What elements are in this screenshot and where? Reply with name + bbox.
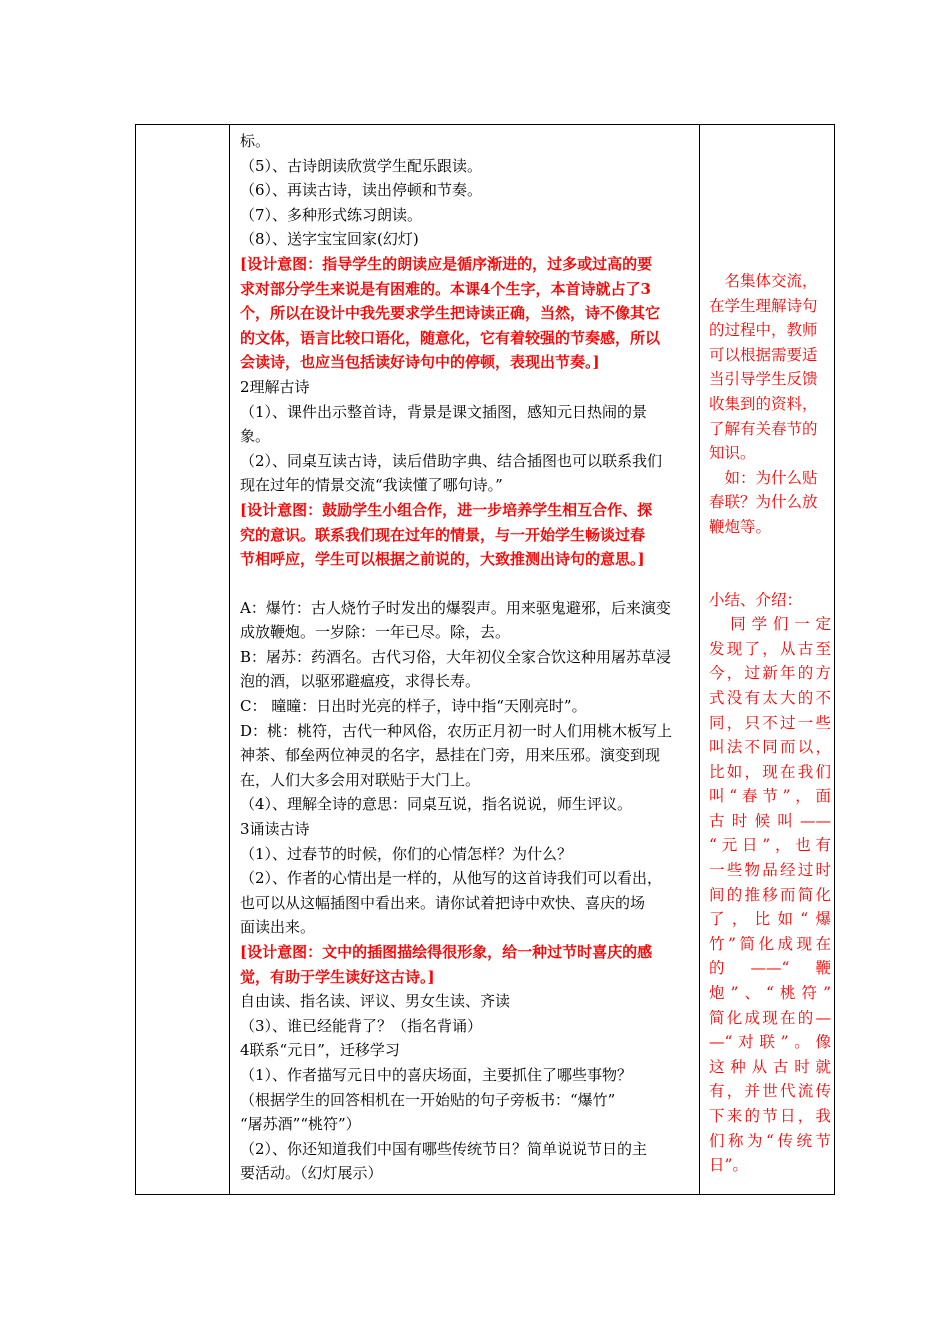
main-text-line: B：屠苏：药酒名。古代习俗，大年初仪全家合饮这种用屠苏草浸 [240,647,672,666]
note-text-line: 收集到的资料， [709,394,818,413]
design-intent-line: 个，所以在设计中我先要求学生把诗读正确，当然，诗不像其它 [240,304,661,323]
note-text-line: 同，只不过一些 [709,713,831,732]
teacher-notes-column [703,125,835,1178]
main-text-line: A：爆竹：古人烧竹子时发出的爆裂声。用来驱鬼避邪，后来演变 [240,598,671,617]
main-text-line: 4联系“元日”，迁移学习 [240,1041,400,1060]
note-text-line: 比如，现在我们 [709,762,831,781]
note-text-blank-line [709,540,831,564]
note-text-line: 可以根据需要适 [709,345,818,364]
note-text-line: 下来的节日，我 [709,1107,831,1125]
main-text-line: 现在过年的情景交流“我读懂了哪句诗。” [240,476,503,495]
design-intent-line: 会读诗，也应当包括读好诗句中的停顿，表现出节奏。] [240,353,600,372]
note-text-line: 有，并世代流传 [709,1082,831,1101]
note-text-line: 今，过新年的方 [709,664,831,683]
main-text-line: D：桃：桃符，古代一种风俗，农历正月初一时人们用桃木板写上 [240,721,673,740]
main-text-line: （2）、作者的心情出是一样的，从他写的这首诗我们可以看出， [240,869,663,888]
main-text-line: （7）、多种形式练习朗读。 [240,205,423,224]
main-text-line: 在，人们大多会用对联贴于大门上。 [240,770,481,789]
note-text-line: 们称为“传统节 [709,1131,831,1150]
note-text-line: 了，比如“爆 [709,910,831,929]
design-intent-line: [设计意图：指导学生的朗读应是循序渐进的，过多或过高的要 [240,254,653,273]
teaching-process-column [234,125,696,1186]
note-text-line: —“对联”。像 [709,1033,831,1052]
note-text-blank-line [709,564,831,588]
main-text-line: （3）、谁已经能背了？（指名背诵） [240,1016,483,1035]
main-text-line: （2）、同桌互读古诗，读后借助字典、结合插图也可以联系我们 [240,451,663,470]
main-text-blank-line [240,572,692,596]
note-text-line: 的——“鞭 [709,959,831,978]
main-text-line: 面读出来。 [240,918,316,937]
main-text-line: “屠苏酒”“桃符”） [240,1115,361,1134]
main-text-line: 2理解古诗 [240,377,310,396]
note-text-line: 叫法不同而以， [709,738,831,757]
main-text-line: （8）、送字宝宝回家(幻灯) [240,230,419,249]
note-text-line: 一些物品经过时 [709,861,831,880]
main-text-line: 也可以从这幅插图中看出来。请你试着把诗中欢快、喜庆的场 [240,893,646,912]
note-text-line: 日”。 [709,1156,748,1175]
note-text-line: 如：为什么贴 [709,468,818,487]
main-text-line: 泡的酒，以驱邪避瘟疫，求得长寿。 [240,672,481,691]
main-text-line: （根据学生的回答相机在一开始贴的句子旁板书：“爆竹” [240,1090,616,1109]
main-text-line: （1）、作者描写元日中的喜庆场面，主要抓住了哪些事物？ [240,1065,633,1084]
note-text-line: 间的推移而简化 [709,885,831,904]
main-text-line: 要活动。（幻灯展示） [240,1164,383,1183]
note-text-line: 知识。 [709,444,756,463]
note-text-line: 古时候叫—— [709,811,831,830]
design-intent-line: 求对部分学生来说是有困难的。本课4个生字，本首诗就占了3 [240,279,651,298]
column-divider-right [699,125,700,1194]
main-text-line: 神茶、郁垒两位神灵的名字，悬挂在门旁，用来压邪。演变到现 [240,746,661,765]
main-text-line: （1）、课件出示整首诗，背景是课文插图，感知元日热闹的景 [240,402,648,421]
note-text-blank-line [709,149,831,173]
note-text-line: 炮”、“桃符” [709,984,831,1003]
design-intent-line: 的文体，语言比较口语化，随意化，它有着较强的节奏感，所以 [240,328,661,347]
note-text-line: 小结、介绍： [709,590,803,609]
main-text-line: （2）、你还知道我们中国有哪些传统节日？简单说说节日的主 [240,1139,648,1158]
note-text-line: 在学生理解诗句 [709,296,818,315]
note-text-line: 简化成现在的— [709,1008,831,1027]
note-text-line: 叫“春节”，面 [709,787,831,806]
note-text-blank-line [709,197,831,221]
note-text-line: 的过程中，教师 [709,321,818,340]
note-text-blank-line [709,125,831,149]
main-text-line: （4）、理解全诗的意思：同桌互说，指名说说，师生评议。 [240,795,633,814]
main-text-line: （5）、古诗朗读欣赏学生配乐跟读。 [240,156,483,175]
main-text-line: C： 曈曈：日出时光亮的样子，诗中指“天刚亮时”。 [240,697,587,716]
note-text-line: 名集体交流， [709,272,818,290]
note-text-line: “元日”，也有 [709,836,831,855]
main-text-line: 标。 [240,132,271,150]
main-text-line: （1）、过春节的时候，你们的心情怎样？为什么？ [240,844,573,863]
main-text-line: 3诵读古诗 [240,820,310,839]
design-intent-line: 究的意识。联系我们现在过年的情景，与一开始学生畅谈过春 [240,525,646,544]
note-text-line: 鞭炮等。 [709,517,772,536]
lesson-plan-table [135,124,835,1195]
note-text-line: 同学们一定 [709,615,831,634]
note-text-line: 式没有太大的不 [709,688,831,707]
main-text-line: （6）、再读古诗，读出停顿和节奏。 [240,181,483,200]
note-text-line: 竹”简化成现在 [709,934,831,953]
note-text-blank-line [709,245,831,269]
design-intent-line: [设计意图：文中的插图描绘得很形象，给一种过节时喜庆的感 [240,943,653,961]
main-text-line: 成放鞭炮。一岁除：一年已尽。除，去。 [240,623,511,642]
column-divider-left [229,125,230,1194]
note-text-line: 发现了，从古至 [709,639,831,658]
design-intent-line: [设计意图：鼓励学生小组合作，进一步培养学生相互合作、探 [240,500,653,519]
note-text-blank-line [709,173,831,197]
note-text-line: 春联？为什么放 [709,493,818,512]
note-text-line: 这种从古时就 [709,1057,831,1076]
note-text-blank-line [709,221,831,245]
note-text-line: 了解有关春节的 [709,419,818,438]
main-text-line: 自由读、指名读、评议、男女生读、齐读 [240,992,511,1011]
note-text-line: 当引导学生反馈 [709,370,818,389]
design-intent-line: 觉，有助于学生读好这古诗。] [240,967,435,986]
design-intent-line: 节相呼应，学生可以根据之前说的，大致推测出诗句的意思。] [240,550,645,569]
main-text-line: 象。 [240,427,271,446]
